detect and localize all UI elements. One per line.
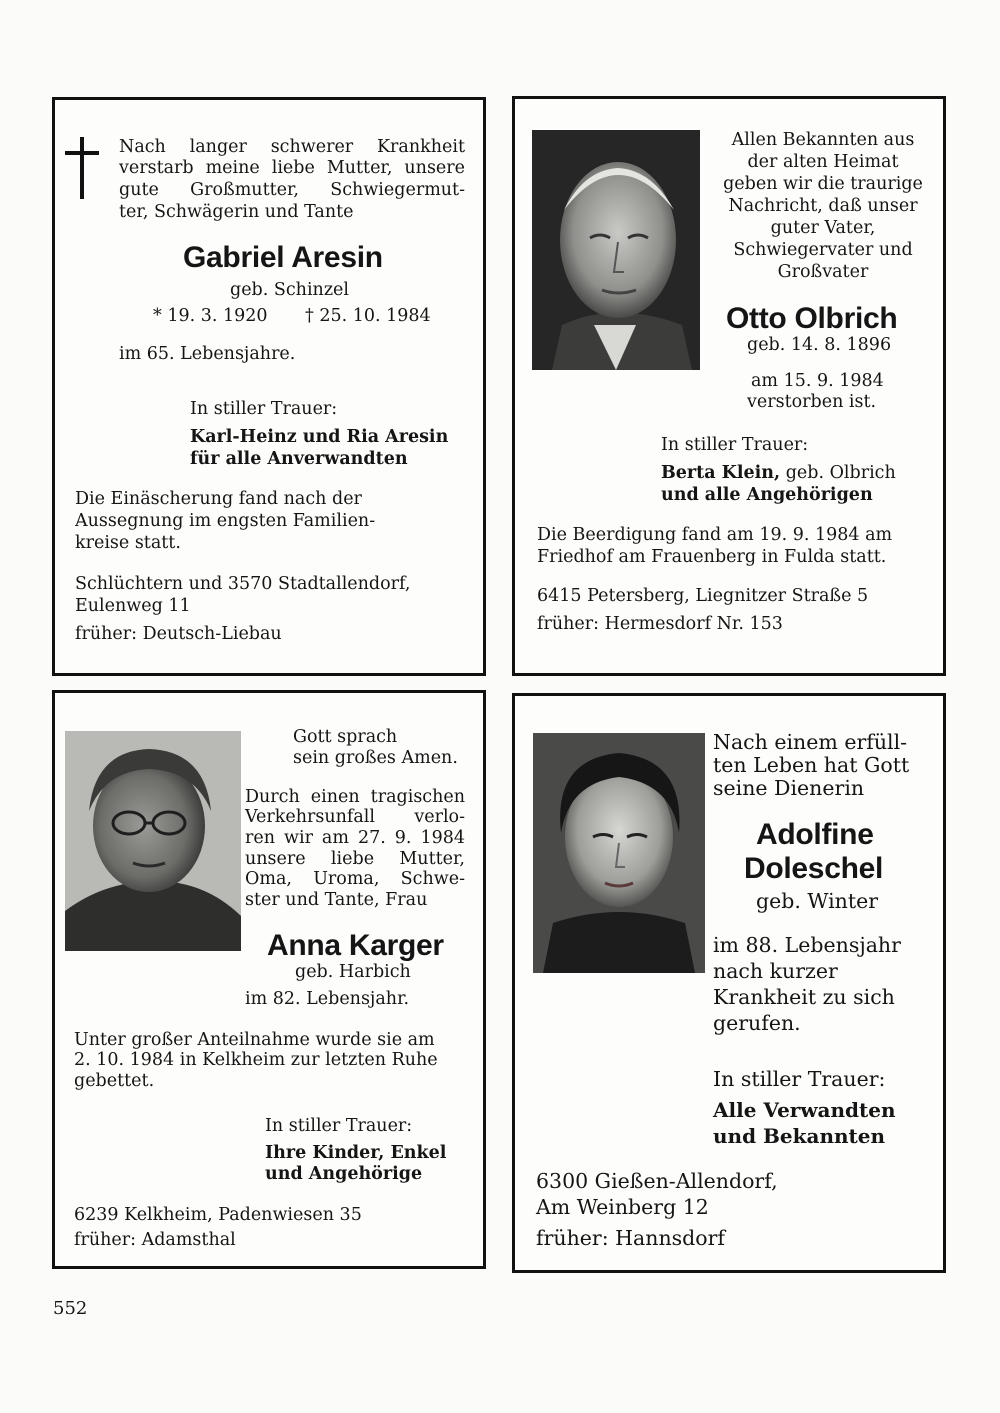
karger-address: 6239 Kelkheim, Padenwiesen 35 (74, 1205, 362, 1225)
doleschel-text-2: nach kurzer (713, 959, 838, 983)
aresin-intro-4: ter, Schwägerin und Tante (119, 202, 354, 222)
obituary-karger (52, 690, 486, 1269)
olbrich-mourner-name: Berta Klein, (661, 463, 781, 483)
karger-intro-1: Gott sprach (293, 727, 398, 747)
karger-ceremony-1: Unter großer Anteilnahme wurde sie am (74, 1030, 435, 1050)
doleschel-address-1: 6300 Gießen-Allendorf, (536, 1169, 778, 1193)
karger-name: Anna Karger (267, 929, 444, 962)
karger-text-2: Verkehrsunfall verlo- (245, 807, 465, 827)
photo-anna-karger (65, 731, 241, 951)
olbrich-ceremony-1: Die Beerdigung fand am 19. 9. 1984 am (537, 525, 893, 545)
aresin-intro-3: gute Großmutter, Schwiegermut- (119, 180, 465, 200)
olbrich-intro-4: Nachricht, daß unser (728, 196, 918, 216)
olbrich-mourning-label: In stiller Trauer: (661, 435, 809, 455)
doleschel-mourning-label: In stiller Trauer: (713, 1067, 886, 1091)
olbrich-intro-7: Großvater (777, 262, 869, 282)
karger-formerly: früher: Adamsthal (74, 1230, 236, 1250)
cross-icon (65, 137, 99, 199)
olbrich-mourners-2: und alle Angehörigen (661, 485, 873, 505)
aresin-formerly: früher: Deutsch-Liebau (75, 624, 282, 644)
olbrich-name: Otto Olbrich (726, 302, 898, 335)
aresin-death-date: † 25. 10. 1984 (305, 306, 431, 326)
doleschel-text-1: im 88. Lebensjahr (713, 933, 901, 957)
aresin-mourners-2: für alle Anverwandten (190, 449, 408, 469)
karger-text-4: unsere liebe Mutter, (245, 849, 465, 869)
olbrich-intro-2: der alten Heimat (747, 152, 899, 172)
karger-ceremony-2: 2. 10. 1984 in Kelkheim zur letzten Ruhe (74, 1050, 438, 1070)
page-number: 552 (53, 1298, 88, 1319)
olbrich-mourners-1 (661, 463, 896, 484)
doleschel-intro-2: ten Leben hat Gott (713, 753, 910, 777)
aresin-address-2: Eulenweg 11 (75, 596, 191, 616)
olbrich-ceremony-2: Friedhof am Frauenberg in Fulda statt. (537, 547, 887, 567)
karger-text-1: Durch einen tragischen (245, 787, 465, 807)
doleschel-formerly: früher: Hannsdorf (536, 1226, 726, 1250)
doleschel-text-3: Krankheit zu sich (713, 985, 895, 1009)
photo-otto-olbrich (532, 130, 700, 370)
aresin-intro-1: Nach langer schwerer Krankheit (119, 137, 465, 157)
aresin-address-1: Schlüchtern und 3570 Stadtallendorf, (75, 574, 411, 594)
olbrich-death-1: am 15. 9. 1984 (751, 371, 884, 391)
doleschel-born-name: geb. Winter (756, 889, 879, 913)
obituary-aresin (52, 97, 486, 676)
karger-mourners-1: Ihre Kinder, Enkel (265, 1143, 447, 1163)
karger-ceremony-3: gebettet. (74, 1071, 155, 1091)
doleschel-mourners-1: Alle Verwandten (713, 1098, 896, 1122)
olbrich-intro-1: Allen Bekannten aus (731, 130, 915, 150)
aresin-born-name: geb. Schinzel (230, 280, 349, 300)
karger-age: im 82. Lebensjahr. (245, 989, 410, 1009)
doleschel-address-2: Am Weinberg 12 (536, 1195, 709, 1219)
aresin-ceremony-1: Die Einäscherung fand nach der (75, 489, 362, 509)
aresin-birth-date: * 19. 3. 1920 (153, 306, 268, 326)
aresin-ceremony-3: kreise statt. (75, 533, 181, 553)
olbrich-mourner-rest: geb. Olbrich (780, 463, 896, 483)
karger-born-name: geb. Harbich (295, 962, 411, 982)
doleschel-intro-3: seine Dienerin (713, 776, 865, 800)
karger-text-3: ren wir am 27. 9. 1984 (245, 828, 465, 848)
doleschel-text-4: gerufen. (713, 1011, 801, 1035)
olbrich-formerly: früher: Hermesdorf Nr. 153 (537, 614, 783, 634)
olbrich-birth-date: geb. 14. 8. 1896 (747, 335, 892, 355)
aresin-age: im 65. Lebensjahre. (119, 344, 296, 364)
olbrich-death-2: verstorben ist. (747, 392, 877, 412)
doleschel-intro-1: Nach einem erfüll- (713, 730, 908, 754)
obituary-doleschel (512, 693, 946, 1273)
aresin-name: Gabriel Aresin (183, 241, 383, 274)
doleschel-name-1: Adolfine (756, 818, 874, 851)
karger-text-6: ster und Tante, Frau (245, 890, 428, 910)
aresin-ceremony-2: Aussegnung im engsten Familien- (75, 511, 376, 531)
karger-mourners-2: und Angehörige (265, 1164, 423, 1184)
aresin-mourners-1: Karl-Heinz und Ria Aresin (190, 427, 449, 447)
obituary-olbrich (512, 96, 946, 676)
olbrich-address: 6415 Petersberg, Liegnitzer Straße 5 (537, 586, 869, 606)
aresin-mourning-label: In stiller Trauer: (190, 399, 338, 419)
karger-intro-2: sein großes Amen. (293, 748, 458, 768)
karger-text-5: Oma, Uroma, Schwe- (245, 869, 465, 889)
aresin-intro-2: verstarb meine liebe Mutter, unsere (119, 158, 465, 178)
olbrich-intro-3: geben wir die traurige (723, 174, 923, 194)
karger-mourning-label: In stiller Trauer: (265, 1116, 413, 1136)
photo-adolfine-doleschel (533, 733, 705, 973)
doleschel-mourners-2: und Bekannten (713, 1124, 886, 1148)
doleschel-name-2: Doleschel (744, 852, 884, 885)
olbrich-intro-6: Schwiegervater und (733, 240, 913, 260)
olbrich-intro-5: guter Vater, (770, 218, 876, 238)
